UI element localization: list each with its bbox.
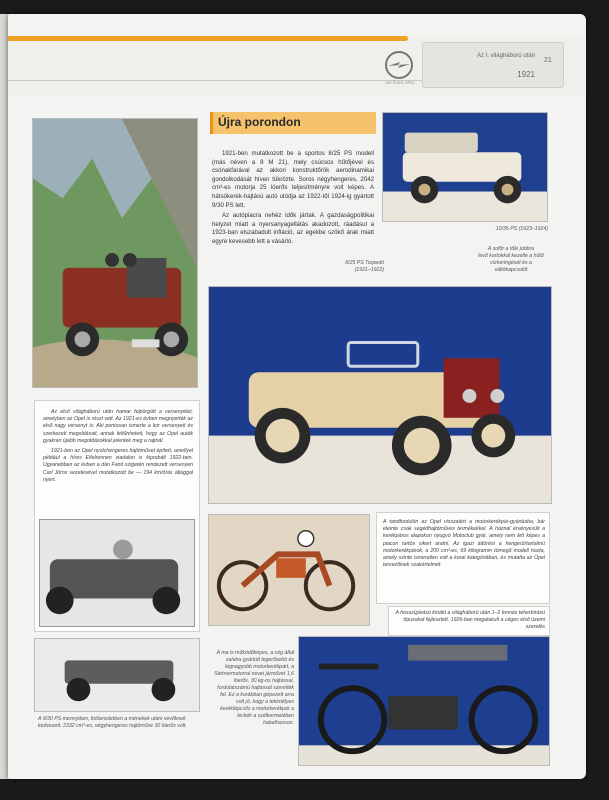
panel-motorbike-history-text: A hosszújárású kínáló a világháború után 1–2 tonnás teherbírású típusokat fejlesztett. 1926-ban megalakult a céges első üzemi szerelés <box>395 610 545 631</box>
caption-9-30-ps: A 9/30 PS mennyiben, fotóeredetben a ménekek utáni vevőknek kedvezett. 2332 cm³-es, négyhengeres hajtóműve 30 lóerős volt. <box>38 716 187 729</box>
section-year: 1921 <box>517 70 535 79</box>
panel-racing <box>34 400 200 632</box>
panel-motorbike-intro-text: A tandfordulón az Opel visszatért a motorkerékpár-gyártásba, bár eleinte csak segédhajtóműves termékekkel. A háznál érvényesült a kerékpáros alapokon nyugvó Motoclub gyár, amely nem lett képes a piacon tartós sikert aratni. Az igazi áttörést a hengerűrtartalmú motorkerékpárok, a 200 cm³-es, 69 kilogramm tömegű modell hozta, amely szinte ismeretlen volt a korai kategóriában, és mutatta az Opel tervezőinek szakértelmét. <box>383 519 545 569</box>
caption-fold-roof: A sofőr a tőle jobbra levő kartokkal kezelte a hűtő vízkeringését és a váltókapcsolót <box>478 246 544 273</box>
caption-stehrer-motorbike: A ma is működőképes, a cég által valaha gyártott legerősebb és legnagyobb motorkerékpárt, a Stehrermotorral nevei járművet 1,6 lóerős, 30 kg-os hajtással, fordulatszámú hajtással szerelték fel. Ez a korábban gépezett arra volt jó, hogy a tekintélyes keréklépcsős a motorkerékpár a leckék a szélkermelében haladhasson. <box>214 650 294 726</box>
opel-logo-icon <box>384 50 414 80</box>
photo-10-35-ps <box>382 112 548 222</box>
article-title: Újra porondon <box>218 115 301 129</box>
magazine-page <box>8 14 586 779</box>
orange-accent-stripe <box>8 36 408 41</box>
article-paragraph: Az autópiacra nehéz idők jártak. A gazdaságpolitikai helyzet miatt a nyersanyagellátás akadozott, ráadásul a 1923-ban elszabadult infláció, az egekbe szökő árak miatt egyre kevesebb lett a vásárló. <box>212 212 374 245</box>
article-ujra-porondon <box>210 112 376 282</box>
panel-racing-text <box>43 409 193 487</box>
photo-stehrer-motorbike <box>298 636 550 766</box>
panel-paragraph: Az első világháború után hamar felpörgött a versenyélet, amelyben az Opel is részt vett. Az 1921-es évben megnyerték az első nagy versenyt is. Aki pontosan ismerte a kor versenyeit és szerkezeti megoldásait, annak feltűnhetett, hogy az Opel autók gyakran újabb megoldásokkal jelentek meg a rajtnál. <box>43 409 193 444</box>
photo-9-30-ps <box>34 638 200 712</box>
caption-torpedo: 8/25 PS Torpedó (1921–1922) <box>345 260 384 273</box>
photo-motorbike <box>208 514 370 626</box>
header-divider <box>8 80 428 81</box>
article-body <box>212 150 374 249</box>
photo-8-25-torpedo <box>208 286 552 504</box>
panel-motorbike-history <box>388 606 550 636</box>
caption-10-35-ps: 10/35 PS (1923–1924) <box>495 226 548 232</box>
photo-mountain-car <box>32 118 198 388</box>
page-number: 21 <box>544 57 552 64</box>
section-title: Az I. világháború után <box>476 53 535 59</box>
panel-motorbike-intro <box>376 512 550 604</box>
section-label-box <box>422 42 564 88</box>
panel-paragraph: 1921-ben az Opel nyolchengeres hajtóművet épített, amellyel például a híres Eifelrennen viadalon is kiprobált 1922-ben. Ugyanebben az évben a dán Fanö szigetén rendezett versenyen Carl Jörns vezetésével mutatkozott be — 194 km/órás átlaggal nyert. <box>43 448 193 483</box>
photo-bw-racecar <box>39 519 195 627</box>
logo-caption: 100 ÉVES OPEL <box>384 80 416 85</box>
article-paragraph: 1921-ben mutatkozott be a sportos 8/25 PS modell (más néven a 8 M 21), mely csúcsos hűtőjével és csónakfarával az akkori konstruktőrök aerodinamikai gondolkodását híven tükrözte. Soros négyhengeres, 2042 cm³-es motorja 25 lóerős teljesítményre volt képes. A hátsókerék-hajtású autó utódja az 1922-től 1924-ig gyártott 9/30 PS lett. <box>212 150 374 209</box>
